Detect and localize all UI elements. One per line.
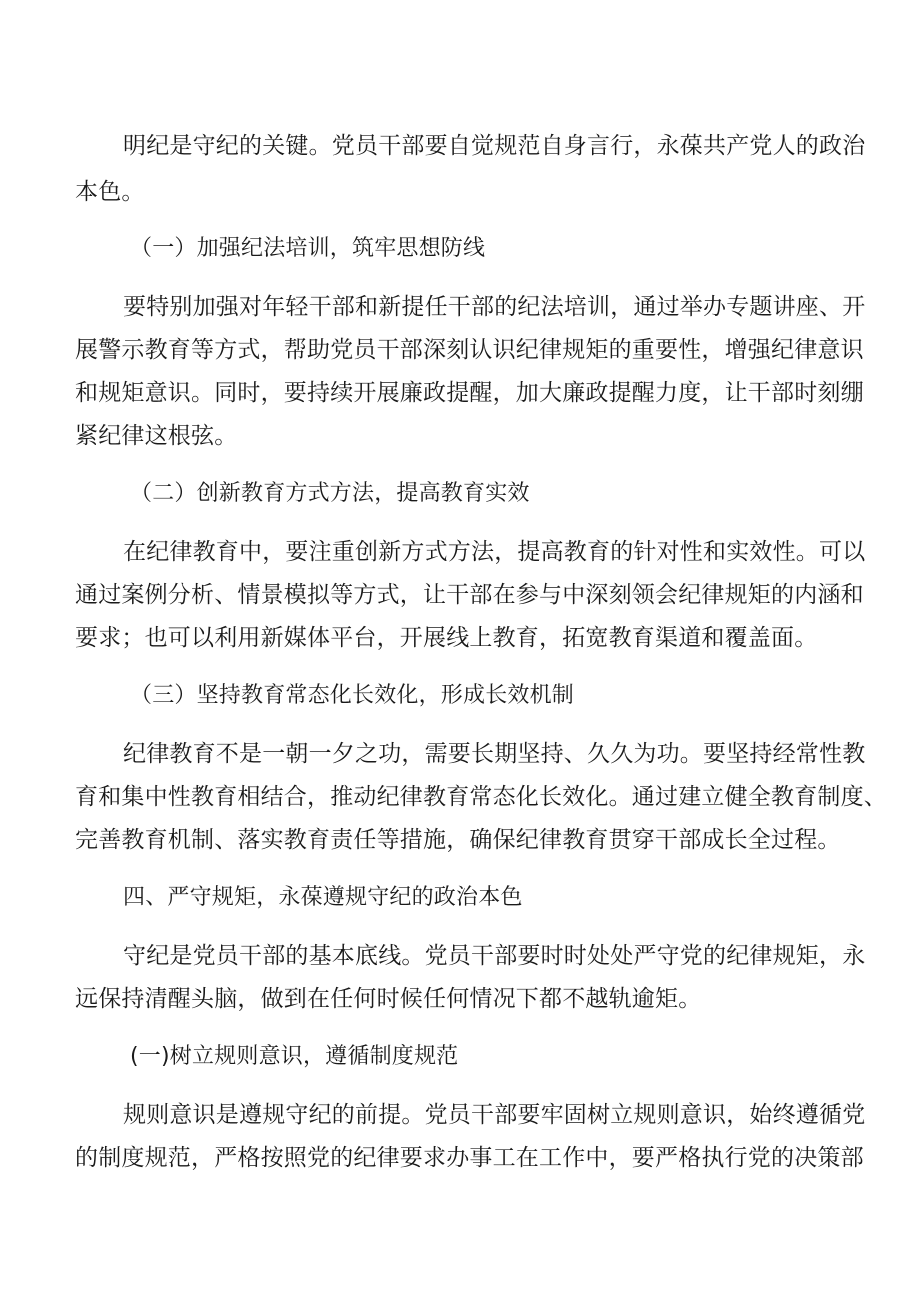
paragraph-line: 展警示教育等方式，帮助党员干部深刻认识纪律规矩的重要性，增强纪律意识	[75, 337, 864, 363]
paragraph-line: 远保持清醒头脑，做到在任何时候任何情况下都不越轨逾矩。	[75, 986, 702, 1012]
paragraph-line: 和规矩意识。同时，要持续开展廉政提醒，加大廉政提醒力度，让干部时刻绷	[75, 380, 864, 406]
paragraph-line: 要求；也可以利用新媒体平台，开展线上教育，拓宽教育渠道和覆盖面。	[75, 625, 818, 651]
section-heading: （三）坚持教育常态化长效化，形成长效机制	[130, 683, 575, 708]
paragraph-line: 明纪是守纪的关键。党员干部要自觉规范自身言行，永葆共产党人的政治	[123, 133, 866, 159]
paragraph-line: 紧纪律这根弦。	[75, 423, 238, 449]
paragraph-line: 在纪律教育中，要注重创新方式方法，提高教育的针对性和实效性。可以	[123, 539, 866, 565]
paragraph-line: 守纪是党员干部的基本底线。党员干部要时时处处严守党的纪律规矩，永	[123, 943, 866, 969]
paragraph-line: 纪律教育不是一朝一夕之功，需要长期坚持、久久为功。要坚持经常性教	[123, 741, 866, 767]
chapter-heading: 四、严守规矩，永葆遵规守纪的政治本色	[123, 885, 523, 910]
paragraph-line: 育和集中性教育相结合，推动纪律教育常态化长效化。通过建立健全教育制度、	[75, 784, 887, 810]
paragraph-line: 完善教育机制、落实教育责任等措施，确保纪律教育贯穿干部成长全过程。	[75, 827, 841, 853]
paragraph-line: 规则意识是遵规守纪的前提。党员干部要牢固树立规则意识，始终遵循党	[123, 1102, 866, 1128]
paragraph-line: 要特别加强对年轻干部和新提任干部的纪法培训，通过举办专题讲座、开	[123, 294, 866, 320]
paragraph-line: 本色。	[75, 179, 145, 205]
section-heading: （二）创新教育方式方法，提高教育实效	[130, 481, 530, 506]
section-heading: (一)树立规则意识，遵循制度规范	[130, 1044, 459, 1069]
section-heading: （一）加强纪法培训，筑牢思想防线	[130, 236, 486, 261]
paragraph-line: 的制度规范，严格按照党的纪律要求办事工在工作中，要严格执行党的决策部	[75, 1145, 864, 1171]
paragraph-line: 通过案例分析、情景模拟等方式，让干部在参与中深刻领会纪律规矩的内涵和	[75, 582, 864, 608]
